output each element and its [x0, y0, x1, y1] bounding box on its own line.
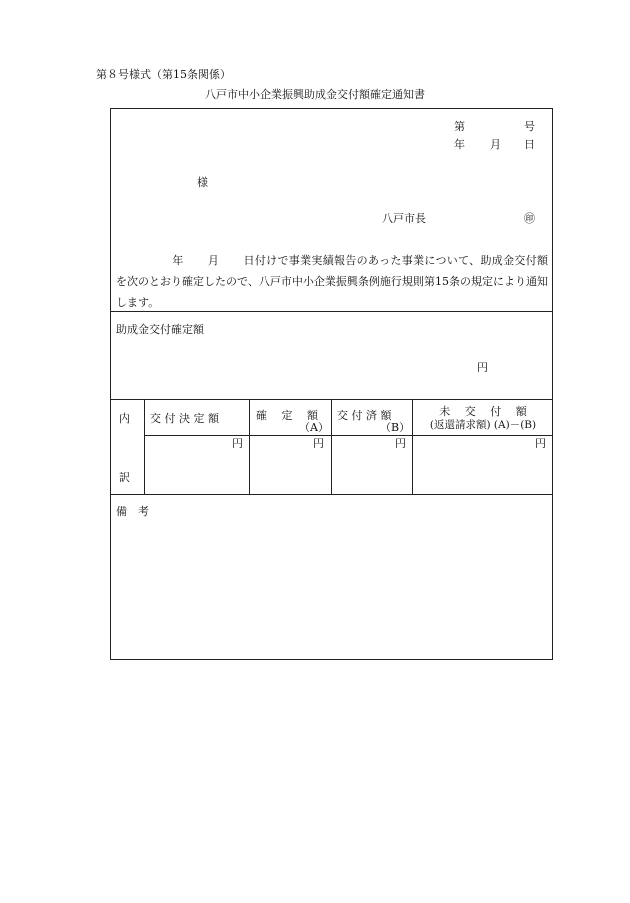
unit-kettei: 円 [232, 437, 243, 450]
col-header-sumi-sub: （B） [380, 421, 411, 434]
amount-label: 助成金交付確定額 [116, 323, 204, 336]
addressee-sama: 様 [197, 176, 208, 189]
form-number: 第８号様式（第15条関係） [96, 68, 231, 81]
unit-mikoufu: 円 [535, 437, 546, 450]
issuer-name: 八戸市長 [382, 212, 426, 225]
body-text: 日付けで事業実績報告のあった事業について、助成金交付額を次のとおり確定したので、八戸市中小企業振興条例施行規則第15条の規定により通知します。 [116, 254, 549, 309]
col-header-kakutei-sub: （A） [299, 421, 329, 434]
remarks-label: 備 考 [116, 505, 149, 518]
breakdown-label-top: 内 [119, 412, 130, 425]
amount-unit: 円 [477, 361, 488, 374]
header-nen: 年 [454, 138, 465, 151]
col-header-mikoufu-sub: (返還請求額) (A)－(B) [429, 419, 537, 431]
col-header-mikoufu: 未 交 付 額 [439, 405, 527, 418]
divider-breakdown-header [144, 435, 553, 436]
header-gou: 号 [524, 120, 535, 133]
breakdown-label-bottom: 訳 [119, 471, 130, 484]
col-header-kakutei: 確 定 額 [256, 409, 318, 422]
body-tsuki: 月 [207, 254, 220, 267]
header-tsuki: 月 [490, 138, 501, 151]
col-header-kettei: 交 付 決 定 額 [150, 412, 219, 425]
notice-paragraph [116, 250, 548, 313]
seal-mark: ㊞ [524, 212, 535, 225]
header-hi: 日 [524, 138, 535, 151]
document-title: 八戸市中小企業振興助成金交付額確定通知書 [205, 88, 425, 101]
vline-1 [144, 399, 145, 494]
vline-3 [331, 399, 332, 494]
body-nen: 年 [172, 254, 184, 267]
unit-kakutei: 円 [313, 437, 324, 450]
vline-2 [249, 399, 250, 494]
unit-sumi: 円 [395, 437, 406, 450]
divider-breakdown [110, 494, 553, 495]
header-dai: 第 [454, 120, 465, 133]
form-frame [110, 108, 553, 660]
col-header-sumi: 交 付 済 額 [337, 409, 392, 422]
